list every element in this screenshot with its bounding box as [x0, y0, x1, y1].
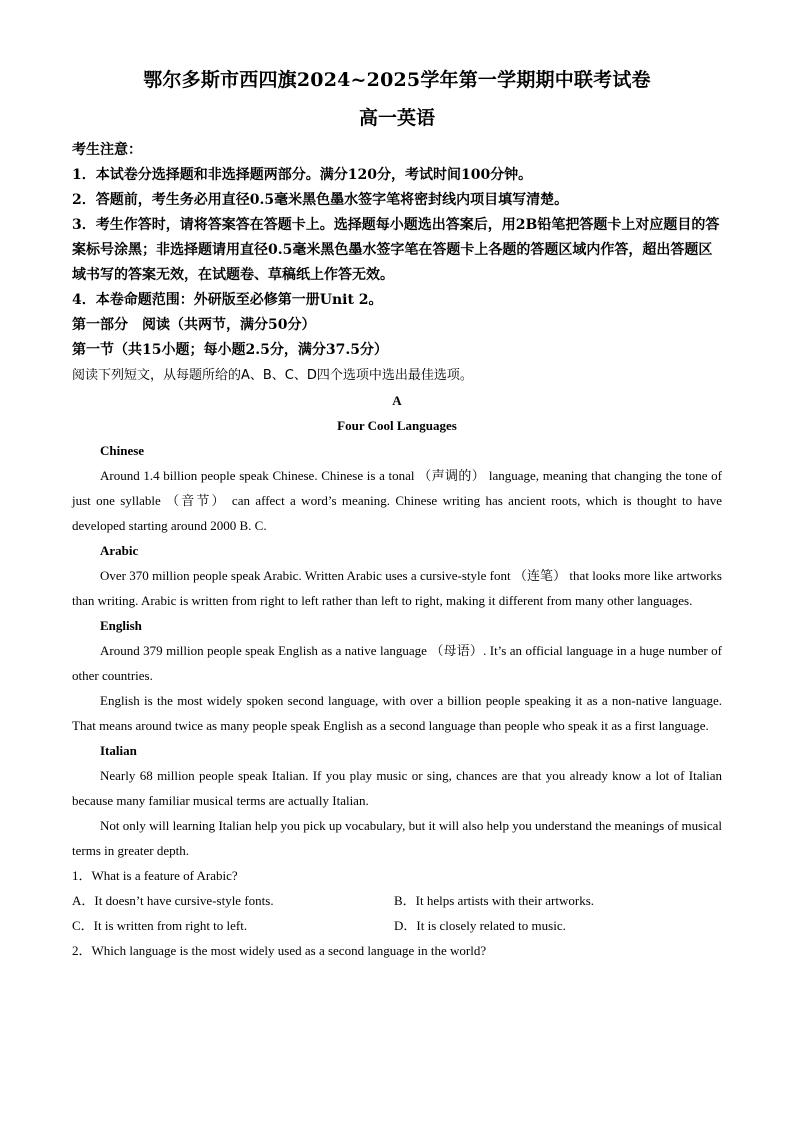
passage-letter: A	[392, 393, 402, 408]
option-d: D．It is closely related to music.	[394, 918, 566, 933]
english-paragraph-2: English is the most widely spoken second language, with over a billion people speaking it as a non-native language. That means around twice as many people speak English as a second language than people who speak it as a first language.	[72, 693, 722, 733]
passage-title: Four Cool Languages	[337, 418, 457, 433]
italian-heading: Italian	[100, 743, 137, 758]
chinese-paragraph: Around 1.4 billion people speak Chinese. Chinese is a tonal （声调的） language, meaning that changing the tone of just one syllable （音节） can affect a word’s meaning. Chinese writing has ancient roots, which is thought to have developed starting around 2000 B. C.	[72, 468, 722, 533]
english-paragraph-1: Around 379 million people speak English as a native language （母语）. It’s an official language in a huge number of other countries.	[72, 643, 722, 683]
notice-heading: 考生注意：	[72, 142, 142, 158]
chinese-heading: Chinese	[100, 443, 145, 458]
notice-item: 1．本试卷分选择题和非选择题两部分。满分120分，考试时间100分钟。	[72, 167, 533, 183]
italian-paragraph-2: Not only will learning Italian help you pick up vocabulary, but it will also help you understand the meanings of musical terms in greater depth.	[72, 818, 722, 858]
english-heading: English	[100, 618, 142, 633]
question-1: 1．What is a feature of Arabic?	[72, 868, 238, 883]
notice-item: 4．本卷命题范围：外研版至必修第一册Unit 2。	[72, 292, 383, 308]
question-2: 2．Which language is the most widely used as a second language in the world?	[72, 943, 487, 958]
notice-block	[72, 138, 722, 313]
part-title: 第一部分 阅读（共两节，满分50分）	[72, 317, 316, 333]
section-title: 第一节（共15小题；每小题2.5分，满分37.5分）	[72, 342, 388, 358]
notice-item: 2．答题前，考生务必用直径0.5毫米黑色墨水签字笔将密封线内项目填写清楚。	[72, 192, 569, 208]
arabic-heading: Arabic	[100, 543, 139, 558]
option-b: B．It helps artists with their artworks.	[394, 893, 595, 908]
italian-paragraph-1: Nearly 68 million people speak Italian. If you play music or sing, chances are that you already know a lot of Italian because many familiar musical terms are actually Italian.	[72, 768, 722, 808]
exam-subtitle: 高一英语	[358, 107, 435, 129]
question-1-options-row1	[72, 888, 722, 913]
option-c: C．It is written from right to left.	[72, 918, 248, 933]
exam-title: 鄂尔多斯市西四旗2024~2025学年第一学期期中联考试卷	[143, 69, 651, 91]
notice-item: 3．考生作答时，请将答案答在答题卡上。选择题每小题选出答案后，用2B铅笔把答题卡上对应题目的答案标号涂黑；非选择题请用直径0.5毫米黑色墨水签字笔在答题卡上各题的答题区域内作答，超出答题区域书写的答案无效，在试题卷、草稿纸上作答无效。	[72, 217, 720, 283]
arabic-paragraph: Over 370 million people speak Arabic. Written Arabic uses a cursive-style font （连笔） that looks more like artworks than writing. Arabic is written from right to left rather than left to right, making it different from many other languages.	[72, 568, 722, 608]
option-a: A．It doesn’t have cursive-style fonts.	[72, 893, 274, 908]
instruction: 阅读下列短文，从每题所给的A、B、C、D四个选项中选出最佳选项。	[72, 368, 473, 383]
question-1-options-row2	[72, 913, 722, 938]
